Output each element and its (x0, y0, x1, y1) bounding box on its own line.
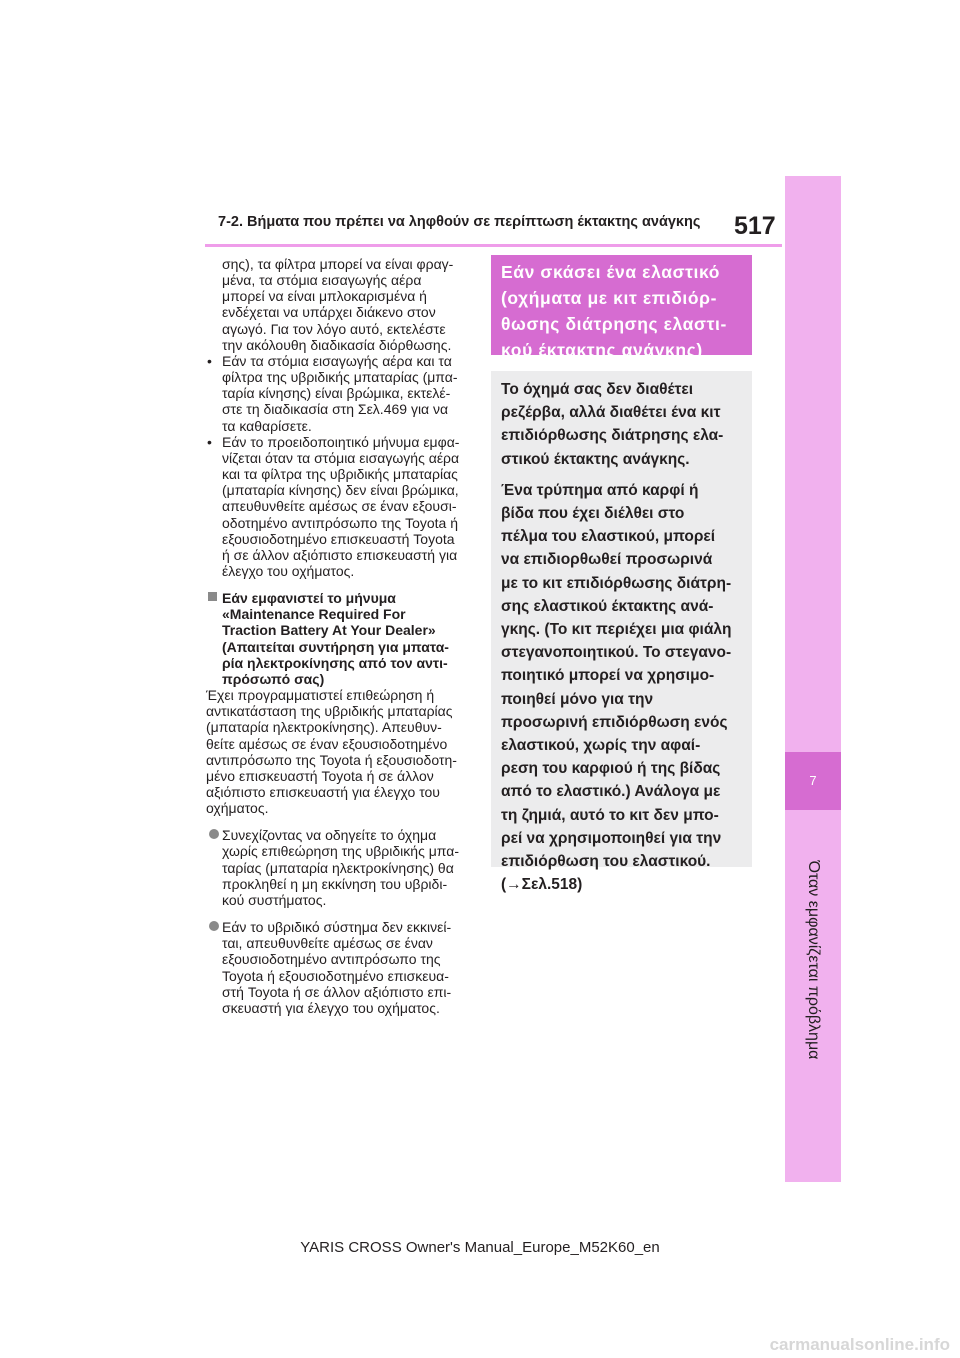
flat-tire-info-box (491, 371, 752, 894)
text-line: έλεγχο του οχήματος. (222, 562, 355, 579)
text-line: Ένα τρύπημα από καρφί ή (501, 481, 699, 499)
section-header: 7-2. Βήματα που πρέπει να ληφθούν σε περίπτωση έκτακτης ανάγκης (218, 214, 701, 230)
text-line: με το κιτ επιδιόρθωσης διάτρη- (501, 574, 732, 592)
text-line: στικού έκτακτης ανάγκης. (501, 450, 690, 468)
heading-line: «Maintenance Required For (222, 606, 406, 623)
text-line: μπορεί να είναι μπλοκαρισμένα ή (222, 288, 427, 305)
text-line: Toyota ή εξουσιοδοτημένο επισκευα- (222, 967, 449, 984)
text-line: οχήματος. (206, 800, 269, 817)
watermark-logo: carmanualsonline.info (769, 1335, 950, 1354)
text-line: αξιόπιστο επισκευαστή για έλεγχο του (206, 784, 440, 800)
text-line: βίδα που έχει διέλθει στο (501, 505, 685, 523)
text-line: τη ζημιά, αυτό το κιτ δεν μπο- (501, 806, 719, 824)
text-line: Συνεχίζοντας να οδηγείτε το όχημα (222, 827, 437, 844)
intro-paragraph (501, 378, 744, 471)
bullet-dot-icon: • (207, 433, 212, 450)
text-line: νίζεται όταν τα στόμια εισαγωγής αέρα (222, 449, 460, 466)
continued-paragraph (206, 256, 472, 353)
text-line: στε τη διαδικασία στη Σελ.469 για να (222, 401, 449, 418)
text-line: φίλτρα της υβριδικής μπαταρίας (μπα- (222, 369, 458, 386)
text-line: απευθυνθείτε αμέσως σε έναν εξουσι- (222, 498, 457, 515)
text-line: Εάν το προειδοποιητικό μήνυμα εμφα- (222, 433, 460, 450)
text-line: ταρίας (μπαταρία ηλεκτροκίνησης) θα (222, 859, 454, 876)
text-line: Εάν το υβριδικό σύστημα δεν εκκινεί- (222, 919, 452, 936)
heading-line: θωσης διάτρησης ελαστι- (501, 314, 727, 334)
text-line: ρεί να χρησιμοποιηθεί για την (501, 829, 722, 847)
chapter-number: 7 (785, 752, 841, 810)
chapter-title: Όταν εμφανίζεται πρόβλημα (805, 860, 822, 1060)
text-line: ταρία κίνησης) είναι βρώμικα, εκτελέ- (222, 385, 451, 402)
text-line: να επιδιορθωθεί προσωρινά (501, 551, 713, 569)
text-line: (μπαταρία κίνησης) δεν είναι βρώμικα, (222, 482, 459, 499)
text-line: ή σε άλλον αξιόπιστο επισκευαστή για (222, 546, 458, 563)
text-line: οδοτημένο αντιπρόσωπο της Toyota ή (222, 514, 458, 531)
text-line: επιδιόρθωση του ελαστικού. (501, 853, 711, 871)
heading-line: κού έκτακτης ανάγκης) (501, 340, 703, 360)
text-line: κού συστήματος. (222, 891, 327, 908)
note-item (206, 919, 472, 1016)
text-line: αντικατάσταση της υβριδικής μπαταρίας (206, 703, 453, 720)
text-line: αντιπρόσωπο της Toyota ή εξουσιοδοτη- (206, 751, 457, 768)
text-line: ενδέχεται να υπάρχει διάκενο στον (222, 304, 436, 321)
heading-line: Εάν σκάσει ένα ελαστικό (501, 262, 721, 282)
footer-manual-id: YARIS CROSS Owner's Manual_Europe_M52K60_en (300, 1239, 660, 1256)
header-divider (205, 244, 782, 247)
text-line: σης ελαστικού έκτακτης ανά- (501, 597, 714, 615)
bullet-item (206, 353, 472, 434)
text-line: αγωγό. Για τον λόγο αυτό, εκτελέστε (222, 320, 446, 337)
text-line: στή Toyota ή σε άλλον αξιόπιστο επι- (222, 983, 452, 1000)
text-line: την ακόλουθη διαδικασία διόρθωσης. (222, 336, 452, 353)
text-line: ρεση του καρφιού ή της βίδας (501, 760, 721, 778)
square-bullet-icon (208, 592, 217, 601)
text-line: (μπαταρία ηλεκτροκίνησης). Απευθυν- (206, 719, 442, 736)
text-line: Εάν τα στόμια εισαγωγής αέρα και τα (222, 352, 452, 369)
left-column (206, 256, 472, 1016)
bullet-dot-icon: • (207, 352, 212, 369)
body-paragraph (501, 479, 744, 897)
section-heading (206, 590, 472, 687)
text-line: σκευαστή για έλεγχο του οχήματος. (222, 999, 440, 1016)
note-item (206, 827, 472, 908)
round-bullet-icon (209, 829, 219, 839)
page-number: 517 (734, 212, 776, 240)
text-line: ελαστικού, χωρίς την αφαί- (501, 737, 701, 755)
round-bullet-icon (209, 921, 219, 931)
heading-line: (οχήματα με κιτ επιδιόρ- (501, 288, 718, 308)
text-line: ρεζέρβα, αλλά διαθέτει ένα κιτ (501, 404, 721, 422)
text-line: εξουσιοδοτημένο αντιπρόσωπο της (222, 951, 441, 968)
text-line: σης), τα φίλτρα μπορεί να είναι φραγ- (222, 256, 454, 272)
text-line: επιδιόρθωσης διάτρησης ελα- (501, 427, 724, 445)
text-line: γκης. (Το κιτ περιέχει μια φιάλη (501, 621, 732, 639)
text-line: προκληθεί η μη εκκίνηση του υβριδι- (222, 875, 448, 892)
text-line: χωρίς επιθεώρηση της υβριδικής μπα- (222, 843, 459, 860)
page-reference-link[interactable]: (→Σελ.518) (501, 876, 583, 894)
text-line: ποιητικό μπορεί να χρησιμο- (501, 667, 715, 685)
section-body (206, 687, 472, 816)
heading-line: ρία ηλεκτροκίνησης από τον αντι- (222, 654, 448, 671)
heading-line: (Απαιτείται συντήρηση για μπατα- (222, 638, 449, 655)
text-line: τα καθαρίσετε. (222, 417, 312, 434)
text-line: εξουσιοδοτημένο επισκευαστή Toyota (222, 530, 455, 547)
heading-line: Εάν εμφανιστεί το μήνυμα (222, 590, 396, 607)
text-line: στεγανοποιητικού. Το στεγανο- (501, 644, 732, 662)
bullet-item (206, 434, 472, 579)
text-line: πέλμα του ελαστικού, μπορεί (501, 528, 716, 546)
heading-line: πρόσωπό σας) (222, 670, 325, 687)
text-line: προσωρινή επιδιόρθωση ενός (501, 713, 728, 731)
text-line: ποιηθεί μόνο για την (501, 690, 654, 708)
text-line: ται, απευθυνθείτε αμέσως σε έναν (222, 935, 433, 952)
text-line: μένα, τα στόμια εισαγωγής αέρα (222, 272, 422, 289)
text-line: θείτε αμέσως σε έναν εξουσιοδοτημένο (206, 735, 448, 752)
text-line: μένο επισκευαστή Toyota ή σε άλλον (206, 767, 434, 784)
flat-tire-heading-box (491, 255, 752, 360)
text-line: από το ελαστικό.) Ανάλογα με (501, 783, 721, 801)
text-line: Έχει προγραμματιστεί επιθεώρηση ή (206, 687, 435, 704)
heading-line: Traction Battery At Your Dealer» (222, 622, 436, 639)
text-line: Το όχημά σας δεν διαθέτει (501, 381, 694, 398)
text-line: και τα φίλτρα της υβριδικής μπαταρίας (222, 466, 458, 483)
